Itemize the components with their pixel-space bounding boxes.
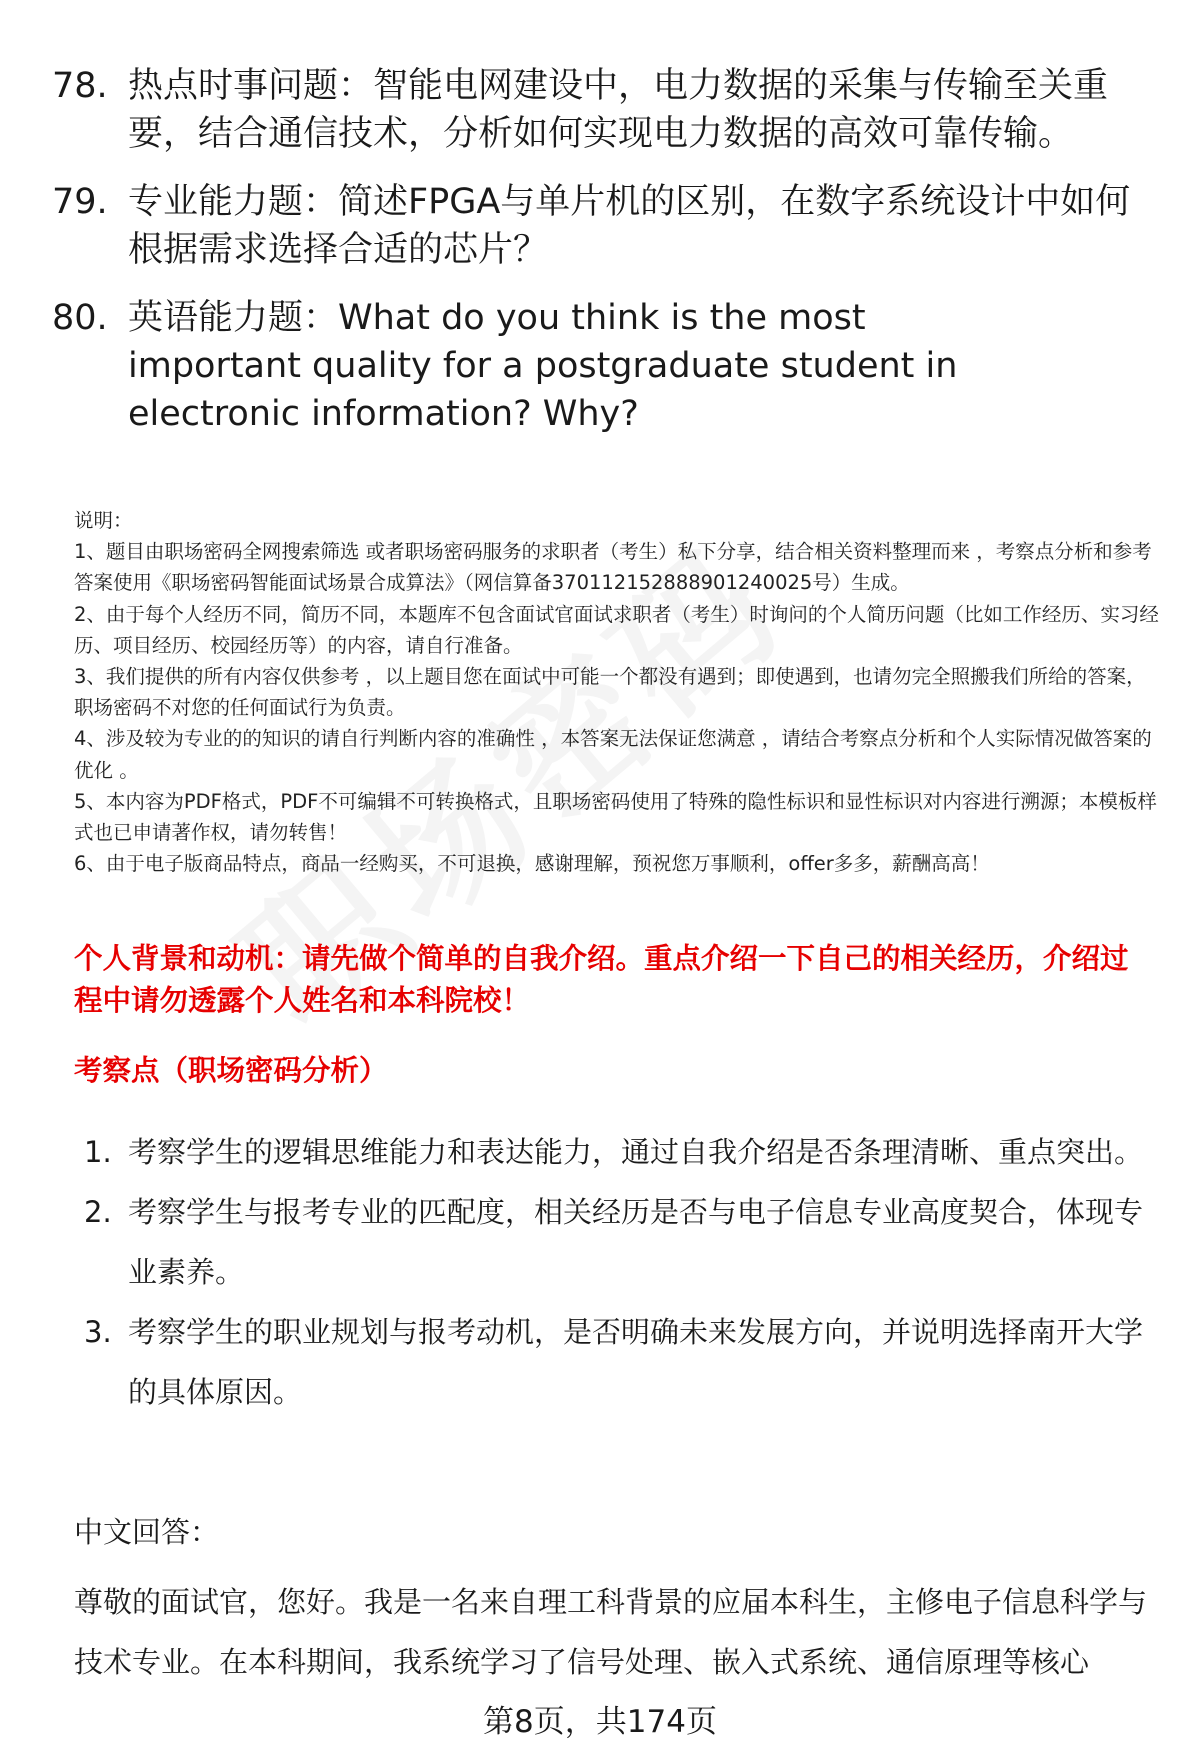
notes-block xyxy=(74,505,1164,879)
note-item: 3、我们提供的所有内容仅供参考 ，以上题目您在面试中可能一个都没有遇到；即使遇到，也请勿完全照搬我们所给的答案，职场密码不对您的任何面试行为负责。 xyxy=(74,665,1146,720)
page-number: 第8页，共174页 xyxy=(483,1704,717,1740)
question-item xyxy=(52,62,1162,158)
analysis-point xyxy=(84,1182,1144,1302)
analysis-point xyxy=(84,1122,1144,1182)
question-list xyxy=(52,62,1162,458)
notes-title: 说明： xyxy=(74,509,133,532)
point-text: 考察学生的逻辑思维能力和表达能力，通过自我介绍是否条理清晰、重点突出。 xyxy=(128,1135,1144,1169)
question-number: 80. xyxy=(52,298,108,338)
note-item: 5、本内容为PDF格式，PDF不可编辑不可转换格式，且职场密码使用了特殊的隐性标识和显性标识对内容进行溯源；本模板样式也已申请著作权，请勿转售！ xyxy=(74,789,1157,845)
note-item: 4、涉及较为专业的的知识的请自行判断内容的准确性 ，本答案无法保证您满意 ，请结合考察点分析和个人实际情况做答案的优化 。 xyxy=(74,727,1152,782)
question-text: 热点时事问题：智能电网建设中，电力数据的采集与传输至关重要，结合通信技术，分析如何实现电力数据的高效可靠传输。 xyxy=(128,66,1109,154)
point-text: 考察学生的职业规划与报考动机，是否明确未来发展方向，并说明选择南开大学的具体原因。 xyxy=(128,1315,1144,1409)
note-item: 1、题目由职场密码全网搜索筛选 或者职场密码服务的求职者（考生）私下分享，结合相关资料整理而来 ，考察点分析和参考答案使用《职场密码智能面试场景合成算法》（网信算备370112152888901240025号）生成。 xyxy=(74,540,1152,595)
interview-question-heading: 个人背景和动机：请先做个简单的自我介绍。重点介绍一下自己的相关经历，介绍过程中请勿透露个人姓名和本科院校！ xyxy=(74,942,1129,1017)
point-number: 3. xyxy=(84,1315,112,1349)
answer-label: 中文回答： xyxy=(74,1515,220,1549)
answer-text: 尊敬的面试官，您好。我是一名来自理工科背景的应届本科生，主修电子信息科学与技术专业。在本科期间，我系统学习了信号处理、嵌入式系统、通信原理等核心 xyxy=(74,1585,1148,1679)
question-number: 78. xyxy=(52,66,108,106)
point-number: 2. xyxy=(84,1195,112,1229)
point-text: 考察学生与报考专业的匹配度，相关经历是否与电子信息专业高度契合，体现专业素养。 xyxy=(128,1195,1144,1289)
point-number: 1. xyxy=(84,1135,112,1169)
question-item xyxy=(52,294,1162,438)
note-item: 2、由于每个人经历不同，简历不同，本题库不包含面试官面试求职者（考生）时询问的个人简历问题（比如工作经历、实习经历、项目经历、校园经历等）的内容，请自行准备。 xyxy=(74,602,1159,657)
question-item xyxy=(52,178,1162,274)
analysis-point xyxy=(84,1302,1144,1422)
question-text: 英语能力题：What do you think is the most important quality for a postgraduate student in electronic information? Why? xyxy=(128,298,958,434)
analysis-points xyxy=(84,1122,1144,1422)
question-number: 79. xyxy=(52,182,108,222)
note-item: 6、由于电子版商品特点，商品一经购买，不可退换，感谢理解，预祝您万事顺利，offer多多，薪酬高高！ xyxy=(74,852,990,876)
analysis-heading: 考察点（职场密码分析） xyxy=(74,1054,388,1087)
question-text: 专业能力题：简述FPGA与单片机的区别，在数字系统设计中如何根据需求选择合适的芯片？ xyxy=(128,182,1131,270)
